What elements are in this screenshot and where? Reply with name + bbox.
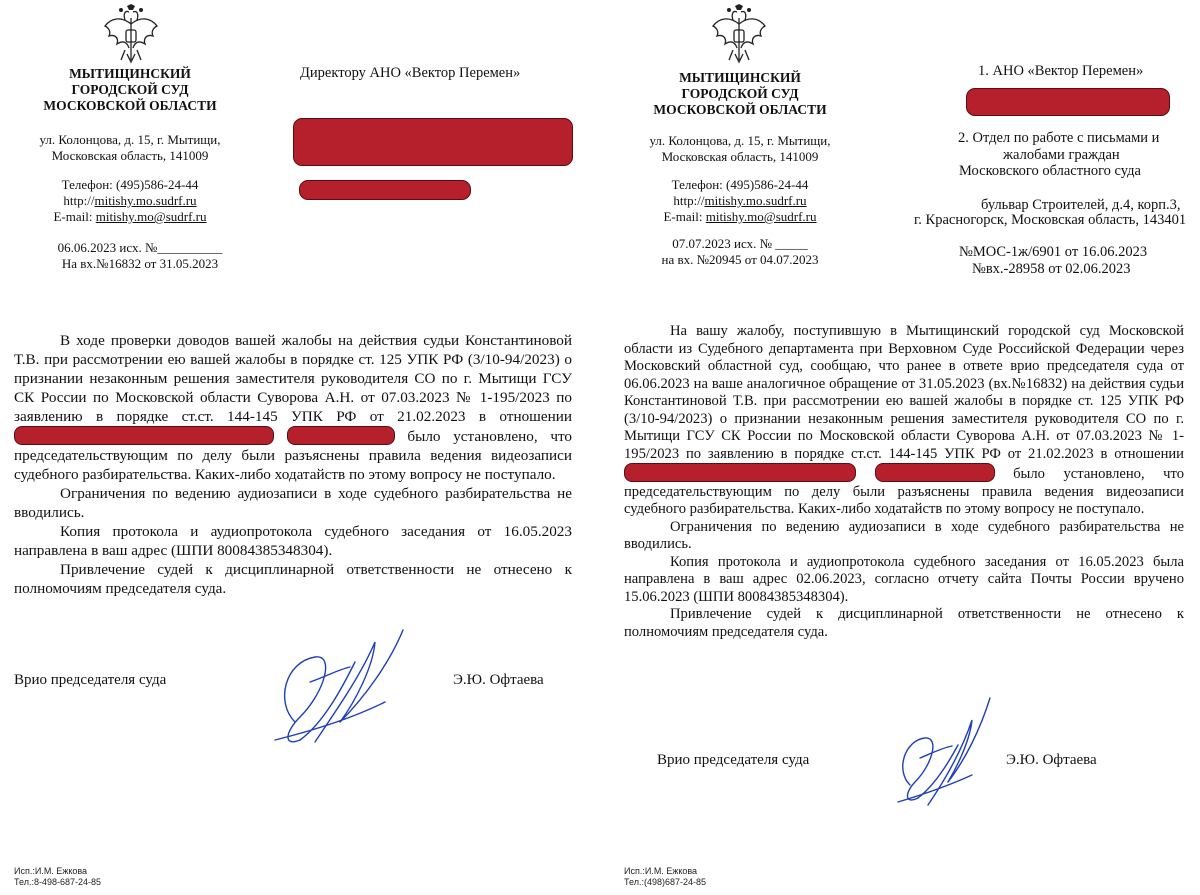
letter-reference: [20, 240, 260, 272]
addressee-2: 2. Отдел по работе с письмами и: [958, 130, 1160, 146]
eagle-emblem-icon: [99, 4, 163, 64]
incoming-number: на вх. №20945 от 04.07.2023: [661, 252, 819, 267]
addressee: Директору АНО «Вектор Перемен»: [300, 65, 521, 81]
court-contacts: [630, 177, 850, 225]
court-contacts: [20, 177, 240, 225]
handwritten-signature: [880, 690, 1000, 820]
website-link[interactable]: mitishy.mo.sudrf.ru: [94, 193, 197, 208]
website: http://mitishy.mo.sudrf.ru: [63, 193, 197, 208]
letter-right: [600, 0, 1200, 895]
executor-info: Исп.:И.М. Ежкова Тел.:8-498-687-24-85: [14, 866, 101, 887]
email-link[interactable]: mitishy.mo@sudrf.ru: [705, 209, 817, 224]
handwritten-signature: [255, 622, 415, 762]
website-link[interactable]: mitishy.mo.sudrf.ru: [704, 193, 807, 208]
incoming-number: На вх.№16832 от 31.05.2023: [61, 256, 219, 271]
signer-title: Врио председателя суда: [657, 752, 810, 768]
website: http://mitishy.mo.sudrf.ru: [673, 193, 807, 208]
redacted-person-cont: [875, 463, 995, 482]
signer-title: Врио председателя суда: [14, 672, 167, 688]
reference-1: №МОС-1ж/6901 от 16.06.2023: [959, 244, 1148, 260]
addressee-1: 1. АНО «Вектор Перемен»: [978, 63, 1144, 79]
letter-reference: [630, 236, 850, 268]
email: E-mail: mitishy.mo@sudrf.ru: [663, 209, 817, 224]
addressee-2-line-2: жалобами граждан: [1003, 147, 1120, 163]
redacted-address: [966, 88, 1170, 116]
reference-2: №вх.-28958 от 02.06.2023: [972, 261, 1131, 277]
addressee-2-line-3: Московского областного суда: [959, 163, 1141, 179]
court-address: ул. Колонцова, д. 15, г. Мытищи, Московская область, 141009: [39, 132, 221, 163]
court-name: МЫТИЩИНСКИЙ ГОРОДСКОЙ СУД МОСКОВСКОЙ ОБЛАСТИ: [43, 66, 217, 113]
redacted-name: [293, 118, 573, 166]
email-link[interactable]: mitishy.mo@sudrf.ru: [95, 209, 207, 224]
executor-info: Исп.:И.М. Ежкова Тел.:(498)687-24-85: [624, 866, 706, 887]
phone: Телефон: (495)586-24-44: [61, 177, 199, 192]
letter-body: На вашу жалобу, поступившую в Мытищинский городской суд Московской области из Судебного департамента при Верховном Суде Российской Федерации через Московский областной суд, сообщаю, что ранее в ответе врио председателя суда от 06.06.2023 на ваше аналогичное обращение от 31.05.2023 (вх.№16832) на действия судьи Константиновой Т.В. при рассмотрении ею вашей жалобы в порядке ст. 125 УПК РФ (3/10-94/2023) о признании незаконным решения заместителя руководителя СО по г. Мытищи ГСУ СК России по Московской области Суворова А.Н. от 07.03.2023 № 1-195/2023 по заявлению в порядке ст.ст. 144-145 УПК РФ от 21.02.2023 в отношении было установлено, что председательствующим по делу были разъяснены правила ведения видеозаписи судебного разбирательства. Каких-либо ходатайств по этому вопросу не поступало. Ограничения по ведению аудиозаписи в ходе судебного разбирательства не вводились. Копия протокола и аудиопротокола судебного заседания от 16.05.2023 была направлена в ваш адрес 02.06.2023, согласно отчету сайта Почты России вручено 15.06.2023 (ШПИ 80084385348304). Привлечение судей к дисциплинарной ответственности не отнесено к полномочиям председателя суда.: [624, 323, 1184, 640]
letter-body: В ходе проверки доводов вашей жалобы на действия судьи Константиновой Т.В. при рассмотрении ею вашей жалобы в порядке ст. 125 УПК РФ (3/10-94/2023) о признании незаконным решения заместителя руководителя СО по г. Мытищи ГСУ СК России по Московской области Суворова А.Н. от 07.03.2023 № 1-195/2023 по заявлению в порядке ст.ст. 144-145 УПК РФ от 21.02.2023 в отношении было установлено, что председательствующим по делу были разъяснены правила ведения видеозаписи судебного разбирательства. Каких-либо ходатайств по этому вопросу не поступало. Ограничения по ведению аудиозаписи в ходе судебного разбирательства не вводились. Копия протокола и аудиопротокола судебного заседания от 16.05.2023 направлена в ваш адрес (ШПИ 80084385348304). Привлечение судей к дисциплинарной ответственности не отнесено к полномочиям председателя суда.: [14, 332, 573, 597]
court-address: ул. Колонцова, д. 15, г. Мытищи, Московская область, 141009: [649, 133, 831, 164]
redacted-address: [299, 180, 471, 200]
court-name: МЫТИЩИНСКИЙ ГОРОДСКОЙ СУД МОСКОВСКОЙ ОБЛАСТИ: [653, 70, 827, 117]
email: E-mail: mitishy.mo@sudrf.ru: [53, 209, 207, 224]
court-city: г. Красногорск, Московская область, 143401: [914, 212, 1187, 228]
redacted-person: [624, 463, 856, 482]
phone: Телефон: (495)586-24-44: [671, 177, 809, 192]
signer-name: Э.Ю. Офтаева: [453, 672, 544, 688]
outgoing-number: 07.07.2023 исх. № _____: [672, 236, 808, 251]
eagle-emblem-icon: [707, 4, 771, 64]
signer-name: Э.Ю. Офтаева: [1006, 752, 1097, 768]
redacted-person: [14, 426, 274, 445]
outgoing-number: 06.06.2023 исх. №__________: [57, 240, 223, 255]
court-street: бульвар Строителей, д.4, корп.3,: [981, 197, 1181, 213]
redacted-person-cont: [287, 426, 395, 445]
